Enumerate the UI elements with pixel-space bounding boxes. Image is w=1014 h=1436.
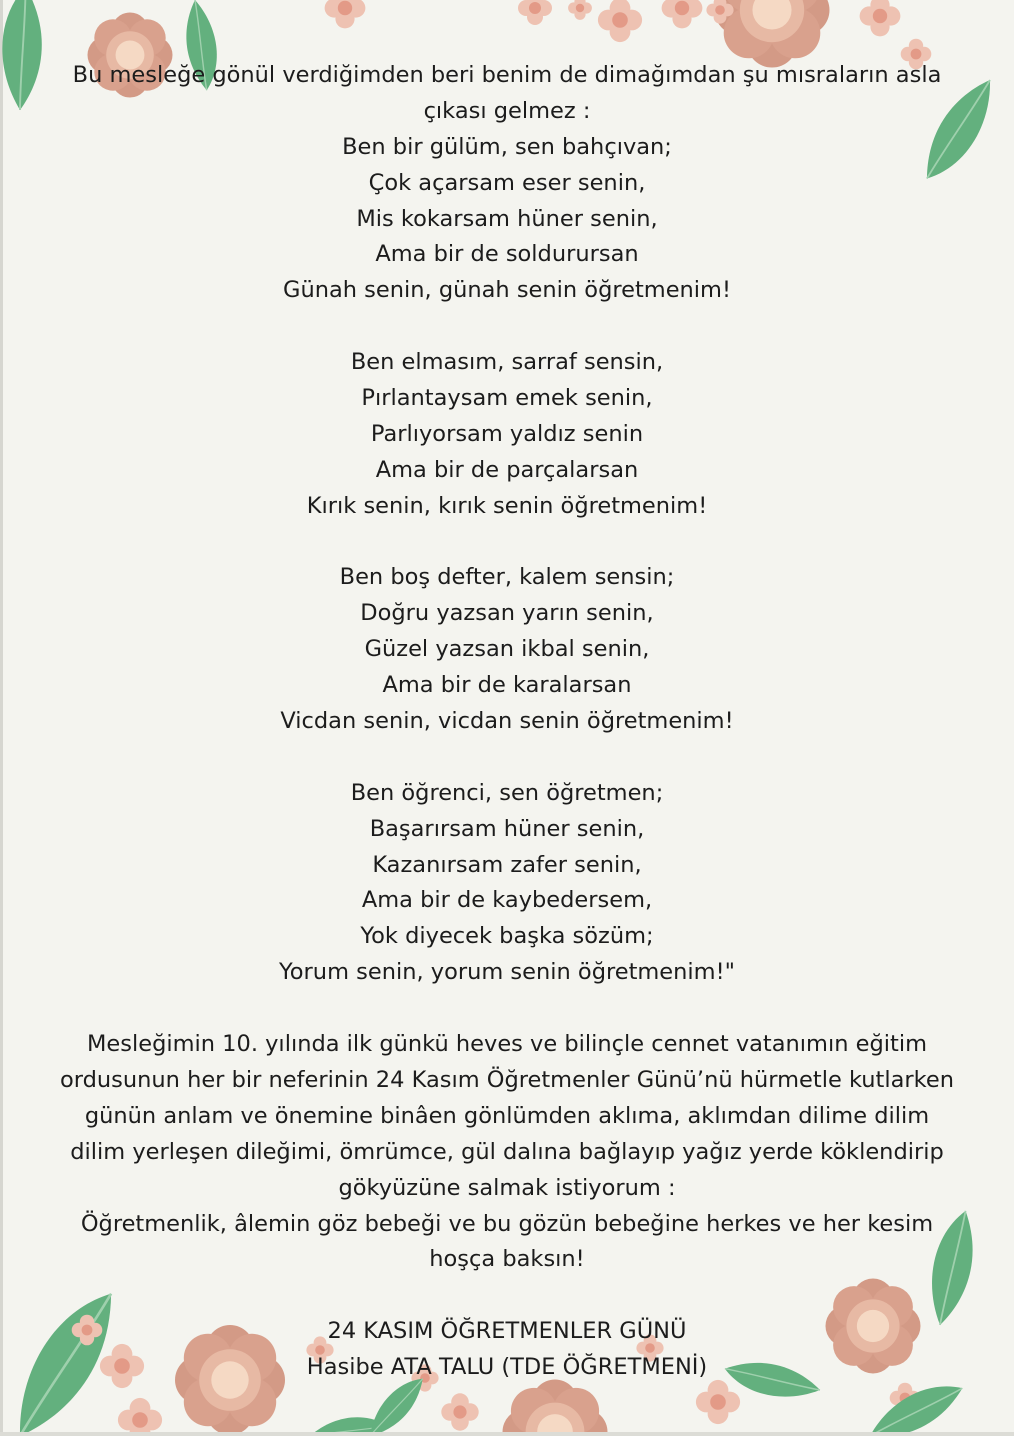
verse-line: Ben bir gülüm, sen bahçıvan; bbox=[342, 133, 672, 160]
signature-author: Hasibe ATA TALU (TDE ÖĞRETMENİ) bbox=[306, 1354, 708, 1381]
verse-line: Kırık senin, kırık senin öğretmenim! bbox=[306, 492, 708, 519]
intro-line: çıkası gelmez : bbox=[423, 97, 591, 124]
verse-line: Pırlantaysam emek senin, bbox=[361, 385, 653, 412]
verse-line: Ben elmasım, sarraf sensin, bbox=[350, 349, 664, 376]
verse-line: Yok diyecek başka sözüm; bbox=[360, 923, 654, 950]
bottom-small-flower-6 bbox=[441, 1393, 478, 1430]
closing-line: Mesleğimin 10. yılında ilk günkü heves ve bilinçle cennet vatanımın eğitim bbox=[87, 1031, 927, 1058]
closing-line: günün anlam ve önemine binâen gönlümden aklıma, aklımdan dilime dilim bbox=[84, 1102, 930, 1129]
verse-line: Ama bir de karalarsan bbox=[382, 672, 632, 699]
signature-block bbox=[0, 1314, 1014, 1386]
verse-line: Kazanırsam zafer senin, bbox=[372, 851, 642, 878]
closing-line: Öğretmenlik, âlemin göz bebeği ve bu gözün bebeğine herkes ve her kesim bbox=[80, 1210, 934, 1237]
verse-line: Mis kokarsam hüner senin, bbox=[356, 205, 658, 232]
closing-line: gökyüzüne salmak istiyorum : bbox=[338, 1174, 676, 1201]
verse-line: Güzel yazsan ikbal senin, bbox=[364, 636, 650, 663]
bottom-small-flower-3 bbox=[118, 1398, 162, 1436]
stanza-3 bbox=[0, 560, 1014, 739]
closing-line: dilim yerleşen dileğimi, ömrümce, gül dalına bağlayıp yağız yerde köklendirip bbox=[70, 1138, 944, 1165]
verse-line: Ama bir de soldurursan bbox=[375, 241, 639, 268]
top-small-flower-6 bbox=[860, 0, 901, 36]
stanza-1 bbox=[0, 130, 1014, 309]
stanza-gap bbox=[0, 309, 1014, 345]
paragraph-gap bbox=[0, 1278, 1014, 1314]
stanza-2 bbox=[0, 345, 1014, 524]
intro-paragraph bbox=[0, 58, 1014, 130]
verse-line: Ama bir de parçalarsan bbox=[375, 456, 639, 483]
verse-line: Ben boş defter, kalem sensin; bbox=[339, 564, 675, 591]
stanza-gap bbox=[0, 525, 1014, 561]
top-small-flower-2 bbox=[518, 0, 552, 25]
verse-line: Ama bir de kaybedersem, bbox=[361, 887, 653, 914]
top-small-flower-3 bbox=[598, 0, 642, 42]
verse-line: Çok açarsam eser senin, bbox=[368, 169, 646, 196]
stanza-4 bbox=[0, 776, 1014, 991]
verse-line: Ben öğrenci, sen öğretmen; bbox=[350, 779, 664, 806]
poem-document bbox=[0, 58, 1014, 1386]
verse-line: Parlıyorsam yaldız senin bbox=[370, 420, 644, 447]
closing-paragraph bbox=[0, 1027, 1014, 1278]
closing-line: ordusunun her bir neferinin 24 Kasım Öğretmenler Günü’nü hürmetle kutlarken bbox=[59, 1066, 954, 1093]
verse-line: Vicdan senin, vicdan senin öğretmenim! bbox=[280, 708, 734, 735]
top-small-flower-4 bbox=[662, 0, 703, 28]
bottom-small-flower-8 bbox=[696, 1380, 740, 1424]
verse-line: Başarırsam hüner senin, bbox=[369, 815, 645, 842]
signature-title: 24 KASIM ÖĞRETMENLER GÜNÜ bbox=[327, 1318, 687, 1345]
intro-line: Bu mesleğe gönül verdiğimden beri benim de dimağımdan şu mısraların asla bbox=[72, 62, 942, 88]
top-small-flower-1 bbox=[325, 0, 366, 28]
stanza-gap bbox=[0, 740, 1014, 776]
verse-line: Doğru yazsan yarın senin, bbox=[360, 600, 654, 627]
page-edge-bottom bbox=[0, 1432, 1014, 1436]
top-small-flower-5 bbox=[568, 0, 592, 20]
stanza-gap bbox=[0, 991, 1014, 1027]
closing-line: hoşça baksın! bbox=[429, 1246, 585, 1273]
verse-line: Yorum senin, yorum senin öğretmenim!" bbox=[279, 959, 735, 986]
bottom-flower-center bbox=[503, 1380, 608, 1436]
verse-line: Günah senin, günah senin öğretmenim! bbox=[283, 277, 731, 304]
